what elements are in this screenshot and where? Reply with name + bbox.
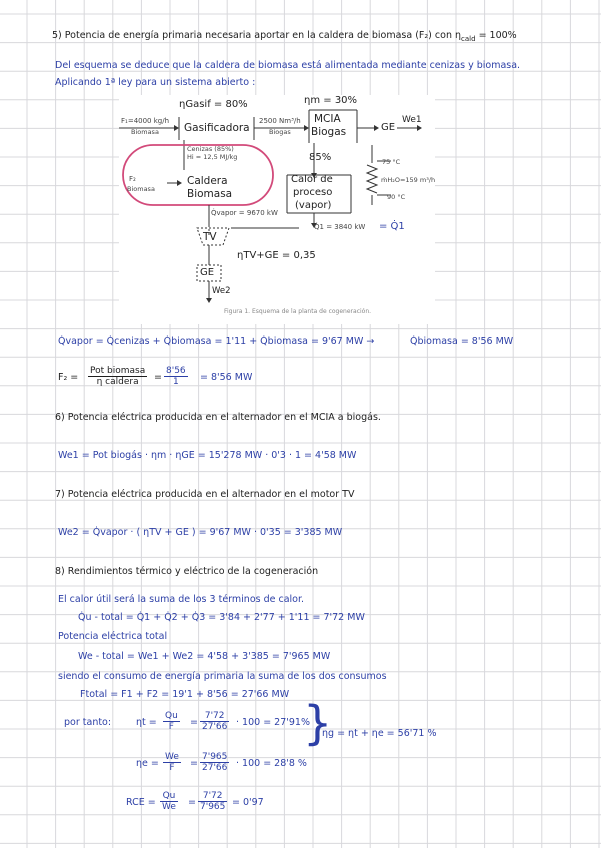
tv-label: TV (203, 231, 217, 243)
s8-line-4: We - total = We1 + We2 = 4'58 + 3'385 = 7'965 MW (78, 651, 331, 662)
section-6-title: 6) Potencia eléctrica producida en el alternador en el MCIA a biogás. (55, 412, 381, 423)
eta-e-fraction-1: $\frac{We}{F}$ (165, 752, 179, 773)
balance-equation: Q̇vapor = Q̇cenizas + Q̇biomasa = 1'11 + Q̇biomasa = 9'67 MW → (58, 336, 375, 347)
calor-proceso-label: proceso (293, 187, 333, 198)
q1-annot: = Q̇1 (379, 221, 405, 232)
rce-fraction-1: $\frac{Qu}{We}$ (162, 791, 176, 812)
mflow-label: ṁH₂O=159 m³/h (381, 176, 436, 184)
s8-line-6: Ftotal = F1 + F2 = 19'1 + 8'56 = 27'66 MW (80, 689, 290, 700)
section-7-equation: We2 = Q̇vapor · ( ηTV + GE ) = 9'67 MW · 0'35 = 3'385 MW (58, 527, 343, 538)
s8-line-1: El calor útil será la suma de los 3 términos de calor. (58, 594, 305, 605)
t90-label: 90 °C (387, 193, 406, 201)
eta-e-rhs: · 100 = 28'8 % (236, 758, 307, 769)
f2-mid: = (154, 372, 162, 383)
eta-t-fraction-1: $\frac{Qu}{F}$ (165, 711, 178, 732)
section-6-equation: We1 = Pot biogás · ηm · ηGE = 15'278 MW · 0'3 · 1 = 4'58 MW (58, 450, 357, 461)
we1-label: We1 (402, 115, 422, 125)
eta-t-fraction-2: $\frac{7'72}{27'66}$ (202, 711, 228, 732)
diagram-caption: Figura 1. Esquema de la planta de cogeneración. (224, 308, 372, 315)
f1-biomasa-label: Biomasa (131, 128, 159, 136)
pct85-label: 85% (309, 152, 332, 163)
we2-label: We2 (212, 286, 231, 296)
f2-lhs: F₂ = (58, 372, 79, 383)
intro-line-1: Del esquema se deduce que la caldera de biomasa está alimentada mediante cenizas y biomasa. (55, 60, 521, 71)
calor-vapor-label: (vapor) (295, 200, 332, 211)
intro-line-2: Aplicando 1ª ley para un sistema abierto : (55, 77, 256, 88)
f2-label: F₂ (129, 175, 136, 183)
q-vapor-label: Q̇vapor = 9670 kW (211, 209, 278, 217)
eta-t-eq: = (190, 717, 198, 728)
gasificadora-label: Gasificadora (184, 122, 250, 134)
cenizas-hi-label: Hi = 12,5 MJ/kg (187, 153, 238, 161)
s8-line-5: siendo el consumo de energía primaria la suma de los dos consumos (58, 671, 387, 682)
eta-e-lhs: ηe = (136, 758, 159, 769)
calor-label: Calor de (291, 174, 333, 185)
eta-g-equation: ηg = ηt + ηe = 56'71 % (322, 728, 437, 739)
eta-e-eq: = (190, 758, 198, 769)
eta-t-rhs: · 100 = 27'91% (236, 717, 310, 728)
rce-eq: = (188, 797, 196, 808)
brace-icon: } (303, 696, 333, 750)
por-tanto-label: por tanto: (64, 717, 112, 728)
eta-gasif-label: ηGasif = 80% (179, 99, 248, 110)
s8-line-3: Potencia eléctrica total (58, 631, 168, 642)
s8-line-2: Q̇u - total = Q̇1 + Q̇2 + Q̇3 = 3'84 + 2'77 + 1'11 = 7'72 MW (78, 612, 365, 623)
section-5-title: 5) Potencia de energía primaria necesaria aportar en la caldera de biomasa (F₂) con $\eta_{cald} = 100\%$ (52, 30, 517, 43)
eta-m-label: ηm = 30% (304, 95, 358, 106)
eta-e-fraction-2: $\frac{7'965}{27'66}$ (202, 752, 228, 773)
t75-label: 75 °C (382, 158, 401, 166)
f2-fraction-2: $\frac{8'56}{1}$ (166, 366, 186, 387)
cogeneration-diagram (119, 95, 435, 324)
section-8-title: 8) Rendimientos térmico y eléctrico de la cogeneración (55, 566, 319, 577)
mcia-label: MCIA (314, 113, 341, 125)
section-7-title: 7) Potencia eléctrica producida en el alternador en el motor TV (55, 489, 355, 500)
f2-fraction-1: Pot biomasa η caldera (90, 366, 146, 387)
rce-rhs: = 0'97 (232, 797, 264, 808)
q1-label: Q̇1 = 3840 kW (314, 223, 366, 231)
balance-result: Q̇biomasa = 8'56 MW (410, 336, 514, 347)
biogas-sub-label: Biogas (269, 128, 291, 136)
ge-bottom-label: GE (200, 267, 215, 278)
f2-rhs: = 8'56 MW (200, 372, 253, 383)
rce-lhs: RCE = (126, 797, 156, 808)
ge-top-label: GE (381, 122, 396, 133)
rce-fraction-2: $\frac{7'72}{7'965}$ (200, 791, 226, 812)
f2-biomasa-label: Biomasa (127, 185, 155, 193)
caldera-label: Caldera (187, 175, 228, 187)
f1-input-label: F₁=4000 kg/h (121, 117, 170, 125)
eta-t-lhs: ηt = (136, 717, 157, 728)
biogas-flow-label: 2500 Nm³/h (259, 117, 301, 125)
eta-tv-label: ηTV+GE = 0,35 (237, 250, 316, 261)
mcia-biogas-label: Biogas (311, 126, 347, 138)
caldera-biomasa-label: Biomasa (187, 188, 233, 200)
cenizas-label: Cenizas (85%) (187, 145, 234, 153)
